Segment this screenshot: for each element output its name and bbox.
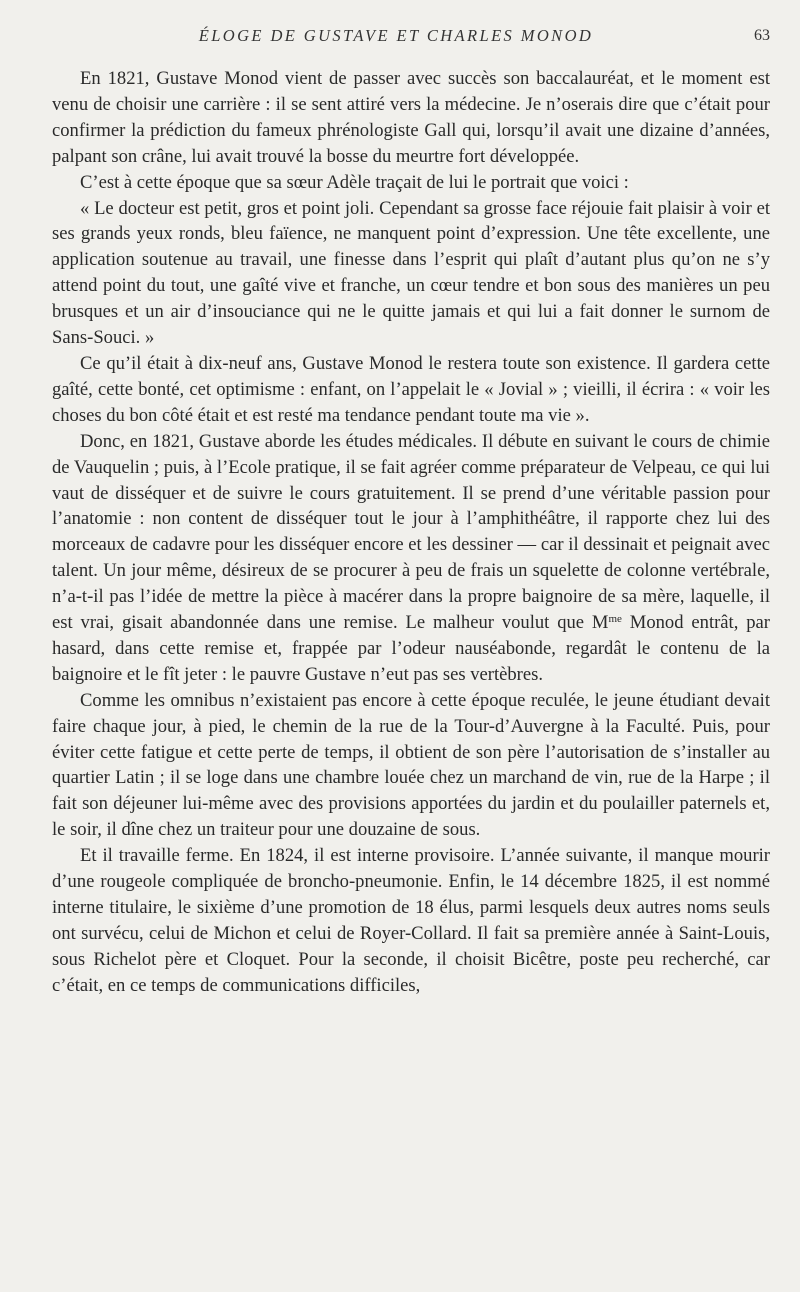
page-header: [52, 26, 770, 52]
paragraph: Ce qu’il était à dix-neuf ans, Gustave Monod le restera toute son existence. Il gardera cette gaîté, cette bonté, cet optimisme : enfant, on l’appelait le « Jovial » ; vieilli, il écrira : « voir les choses du bon côté était et est resté ma tendance pendant toute ma vie ».: [52, 352, 770, 426]
paragraph-quote: « Le docteur est petit, gros et point joli. Cependant sa grosse face réjouie fait plaisir à voir et ses grands yeux ronds, bleu faïence, ne manquent point d’expression. Une tête excellente, une application soutenue au travail, une finesse dans l’esprit qui plaît d’autant plus qu’on ne s’y attend point du tout, une gaîté vive et franche, un cœur tendre et bon sous des manières un peu brusques et un air d’insouciance qui ne le quitte jamais et qui lui a fait donner le surnom de Sans-Souci. »: [52, 197, 770, 349]
paragraph-rich: Donc, en 1821, Gustave aborde les études médicales. Il débute en suivant le cours de chimie de Vauquelin ; puis, à l’Ecole pratique, il se fait agréer comme préparateur de Velpeau, ce qui lui vaut de disséquer et de suivre le cours gratuitement. Il se prend d’une véritable passion pour l’anatomie : non content de disséquer tout le jour à l’amphithéâtre, il rapporte chez lui des morceaux de cadavre pour les disséquer encore et les dessiner — car il dessinait et peignait avec talent. Un jour même, désireux de se procurer à peu de frais un squelette de colonne vertébrale, n’a-t-il pas l’idée de mettre la pièce à macérer dans la propre baignoire de sa mère, laquelle, il est vrai, gisait abandonnée dans une remise. Le malheur voulut que $M^{me}$ Monod entrât, par hasard, dans cette remise et, frappée par l’odeur nauséabonde, regardât le contenu de la baignoire et le fît jeter : le pauvre Gustave n’eut pas ses vertèbres.: [52, 430, 770, 685]
body-text: [52, 66, 770, 999]
paragraph: Et il travaille ferme. En 1824, il est interne provisoire. L’année suivante, il manque mourir d’une rougeole compliquée de broncho-pneumonie. Enfin, le 14 décembre 1825, il est nommé interne titulaire, le sixième d’une promotion de 18 élus, parmi lesquels deux autres noms seuls ont survécu, celui de Michon et celui de Royer-Collard. Il fait sa première année à Saint-Louis, sous Richelot père et Cloquet. Pour la seconde, il choisit Bicêtre, poste peu recherché, car c’était, en ce temps de communications difficiles,: [52, 845, 770, 996]
page-number: 63: [754, 27, 770, 44]
paragraph: En 1821, Gustave Monod vient de passer avec succès son baccalauréat, et le moment est venu de choisir une carrière : il se sent attiré vers la médecine. Je n’oserais dire que c’était pour confirmer la prédiction du fameux phrénologiste Gall qui, lorsqu’il avait une dizaine d’années, palpant son crâne, lui avait trouvé la bosse du meurtre fort développée.: [52, 68, 770, 167]
paragraph: C’est à cette époque que sa sœur Adèle traçait de lui le portrait que voici :: [80, 171, 629, 193]
running-title: ÉLOGE DE GUSTAVE ET CHARLES MONOD: [198, 26, 594, 45]
paragraph: Comme les omnibus n’existaient pas encore à cette époque reculée, le jeune étudiant devait faire chaque jour, à pied, le chemin de la rue de la Tour-d’Auvergne à la Faculté. Puis, pour éviter cette fatigue et cette perte de temps, il obtient de son père l’autorisation de s’installer au quartier Latin ; il se loge dans une chambre louée chez un marchand de vin, rue de la Harpe ; il fait son déjeuner lui-même avec des provisions apportées du jardin et du poulailler paternels et, le soir, il dîne chez un traiteur pour une douzaine de sous.: [52, 689, 770, 841]
